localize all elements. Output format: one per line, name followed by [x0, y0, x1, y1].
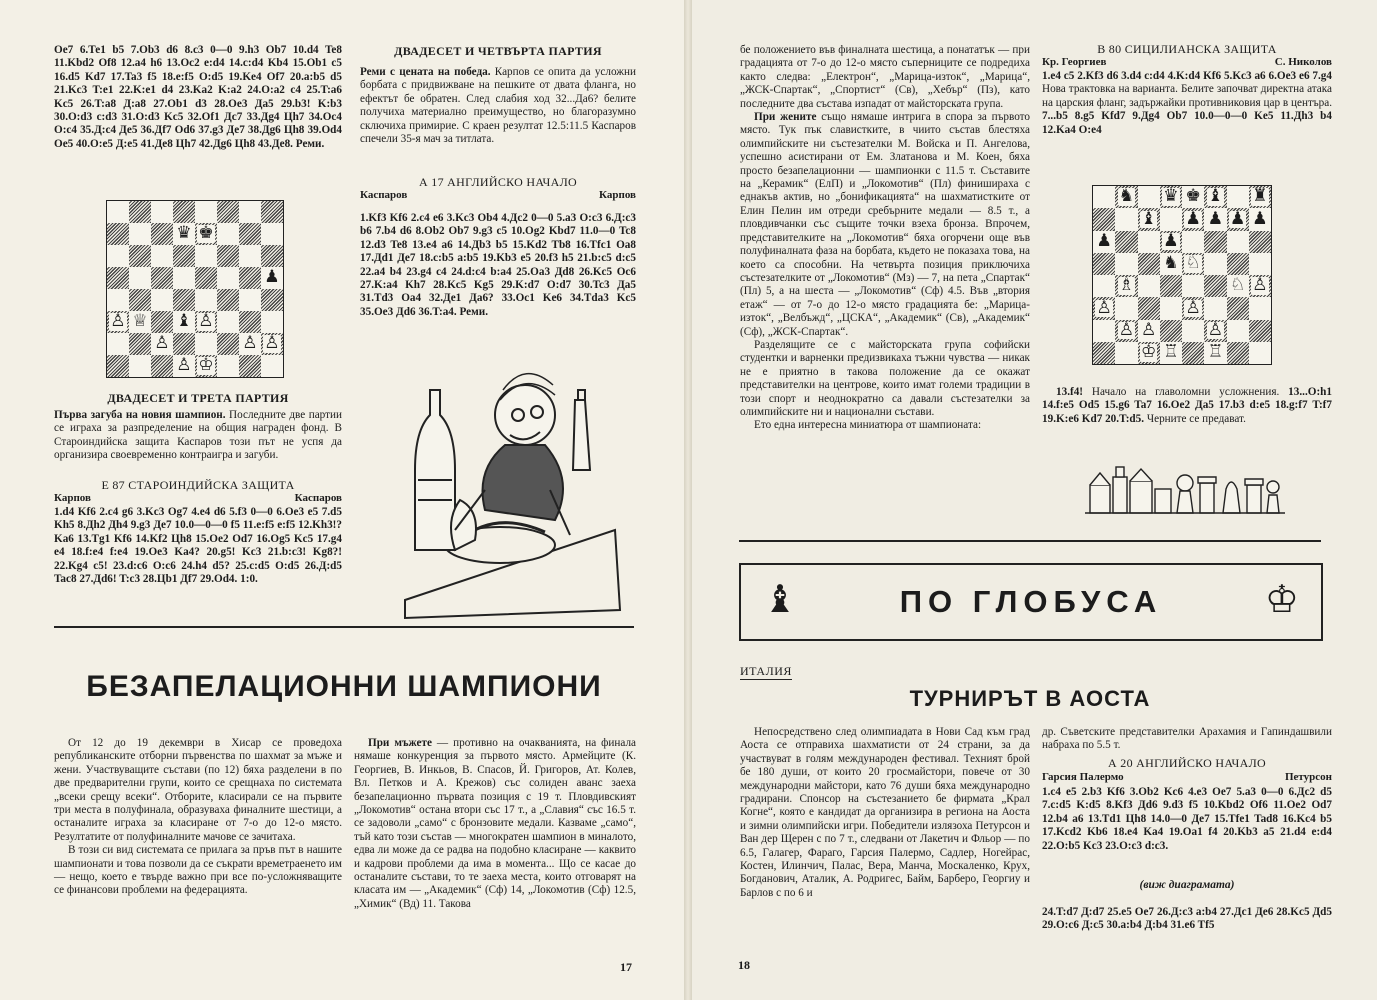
board-square	[239, 223, 261, 245]
aosta-column-1	[740, 726, 1030, 900]
white-pawn-icon: ♙	[1207, 319, 1224, 340]
board-square	[1115, 253, 1137, 275]
white-pawn-icon: ♙	[242, 333, 258, 354]
board-square	[1227, 208, 1249, 230]
game-23-players	[54, 492, 342, 504]
board-square	[261, 333, 283, 355]
board-square	[129, 223, 151, 245]
annotation: Начало на главоломни усложнения.	[1083, 386, 1289, 398]
black-bishop-icon: ♝	[1207, 186, 1224, 207]
board-square	[1227, 275, 1249, 297]
white-pawn-icon: ♙	[264, 333, 280, 354]
board-square	[129, 201, 151, 223]
board-square	[1227, 186, 1249, 208]
board-square	[173, 333, 195, 355]
board-square	[261, 267, 283, 289]
board-square	[261, 311, 283, 333]
white-knight-icon: ♘	[1229, 275, 1246, 296]
board-square	[1093, 231, 1115, 253]
board-square	[1093, 320, 1115, 342]
board-square	[1204, 275, 1226, 297]
aosta-column-2	[1042, 726, 1332, 753]
board-square	[1249, 253, 1271, 275]
board-square	[261, 223, 283, 245]
article-column-1	[54, 737, 342, 898]
board-square	[1093, 253, 1115, 275]
moves: 13.f4!	[1056, 386, 1084, 398]
board-square	[195, 311, 217, 333]
white-pawn-icon: ♙	[1252, 275, 1268, 296]
board-square	[195, 201, 217, 223]
board-square	[173, 267, 195, 289]
section-label: ИТАЛИЯ	[740, 664, 792, 678]
board-square	[1249, 275, 1271, 297]
black-pawn-icon: ♟	[1163, 230, 1179, 251]
black-pawn-icon: ♟	[1207, 208, 1224, 229]
paragraph: др. Съветските представителки Арахамия и Гапиндашвили набраха по 5.5 т.	[1042, 726, 1332, 752]
women-lead: При жените	[754, 111, 817, 124]
board-square	[1160, 297, 1182, 319]
board-square	[173, 311, 195, 333]
board-square	[1227, 231, 1249, 253]
game-24-intro	[360, 66, 636, 146]
board-square	[1249, 297, 1271, 319]
white-player: Карпов	[54, 492, 91, 504]
board-square	[1160, 253, 1182, 275]
black-queen-icon: ♛	[176, 223, 192, 244]
board-square	[1204, 186, 1226, 208]
board-square	[1160, 275, 1182, 297]
board-square	[1249, 186, 1271, 208]
board-square	[129, 333, 151, 355]
board-square	[129, 289, 151, 311]
black-knight-icon: ♞	[1163, 253, 1179, 274]
board-square	[217, 333, 239, 355]
moves: 13...O:h1 14.f:e5 Od5 15.g6 Ta7 16.Oe2 Дa5 17.b3 d:e5 18.g:f7 T:f7 19.K:e6 Kd7 20.T:d5.	[1042, 386, 1332, 425]
game-a20-moves-2: 24.T:d7 Д:d7 25.e5 Oe7 26.Д:c3 a:b4 27.Дc1 Дe6 28.Kc5 Дd5 29.O:c6 Д:c5 30.a:b4 Д:b4 31.e6 Tf5	[1042, 906, 1332, 932]
article-column-3	[740, 44, 1030, 433]
annotation: Нова трактовка на варианта. Белите започват директна атака на царския фланг, задържайки противниковия цар в центъра.	[1042, 83, 1332, 109]
board-square	[1138, 253, 1160, 275]
board-square	[239, 245, 261, 267]
white-pawn-icon: ♙	[154, 333, 170, 354]
board-square	[1160, 342, 1182, 364]
white-player: Каспаров	[360, 189, 408, 201]
board-square	[1182, 208, 1204, 230]
white-king-icon: ♔	[1140, 342, 1157, 363]
board-square	[151, 245, 173, 267]
board-square	[1115, 342, 1137, 364]
board-square	[239, 289, 261, 311]
board-square	[195, 223, 217, 245]
board-square	[217, 223, 239, 245]
chess-town-illustration	[1085, 455, 1285, 515]
article-column-2	[354, 737, 636, 911]
page-number-18: 18	[738, 958, 750, 972]
game-a20-opening: А 20 АНГЛИЙСКО НАЧАЛО	[1108, 756, 1266, 770]
game-b80-finish	[1042, 386, 1332, 426]
diagram-note: (виж диаграмата)	[1139, 879, 1235, 891]
board-square	[1182, 186, 1204, 208]
game-23-moves: 1.d4 Kf6 2.c4 g6 3.Kc3 Og7 4.e4 d6 5.f3 0—0 6.Oe3 e5 7.d5 Kh5 8.Дh2 Дh4 9.g3 Дe7 10.0—0—0 f5 11.e:f5 e:f5 12.Kh3!? Ka6 13.Tg1 Kf6 14.Kf2 Цh8 15.Oe2 Od7 16.Og5 Kc5 17.g4 e4 18.f:e4 f:e4 19.Oe3 Ka4? 20.g5! Kc3 21.b:c3! Kg8?! 22.Kg4 c5! 23.d:c6 O:c6 24.h4 d5? 25.c:d5 O:d5 26.Д:d5 Tac8 27.Дd6! T:c3 28.Цb1 Дf7 29.Od4. 1:0.	[54, 506, 342, 586]
board-square	[1093, 186, 1115, 208]
board-square	[1182, 253, 1204, 275]
board-square	[217, 311, 239, 333]
board-square	[107, 355, 129, 377]
board-square	[195, 267, 217, 289]
board-square	[239, 201, 261, 223]
chess-diagram-2	[1092, 185, 1272, 365]
game-b80-moves	[1042, 70, 1332, 137]
board-square	[151, 355, 173, 377]
black-pawn-icon: ♟	[1185, 208, 1201, 229]
board-square	[261, 289, 283, 311]
white-pawn-icon: ♙	[110, 311, 126, 332]
board-square	[1204, 208, 1226, 230]
board-square	[261, 245, 283, 267]
board-square	[1138, 320, 1160, 342]
black-pawn-icon: ♟	[1229, 208, 1246, 229]
black-queen-icon: ♛	[1163, 186, 1179, 207]
game-22-moves-continued: Ое7 6.Те1 b5 7.Ob3 d6 8.c3 0—0 9.h3 Ob7 10.d4 Te8 11.Kbd2 Of8 12.a4 h6 13.Oc2 e:d4 14.c:d4 Kb4 15.Ob1 c5 16.d5 Kd7 17.Ta3 f5 18.e:f5 O:d5 19.Ke4 Of7 20.a:b5 d5 21.Kc3 T:e1 22.K:e1 d4 23.Ka2 K:a2 24.O:a2 c4 25.T:a6 Kc5 26.T:a8 Д:a8 27.Ob1 d3 28.Oe3 Дa5 29.b3! K:b3 30.O:d3 c:d3 31.O:d3 Kc5 32.Of1 Дc7 33.Дg4 Цh7 34.Oc4 O:c4 35.Д:c4 Дe5 36.Дf7 Od6 37.g3 Дe7 38.Дg6 Цh8 39.Od4 Oe5 40.O:e5 Д:e5 41.Дe8 Цh7 42.Дg6 Цh8 43.Дe8. Реми.	[54, 44, 342, 150]
board-square	[107, 333, 129, 355]
board-square	[1115, 231, 1137, 253]
banner-title: ПО ГЛОБУСА	[899, 584, 1163, 619]
white-player: Кр. Георгиев	[1042, 56, 1107, 68]
board-square	[217, 245, 239, 267]
board-square	[1093, 208, 1115, 230]
board-square	[1160, 208, 1182, 230]
game-23-intro	[54, 409, 342, 463]
board-square	[1227, 297, 1249, 319]
white-bishop-icon: ♗	[1118, 275, 1135, 296]
paragraph: Разделящите се с майсторската група софийски студентки и варненки предизвикаха тъжни чувства — никак не е приятно в такова положение да се окажат представителки на центрове, които имат големи традиции в този спорт и неоднократно са давали състезателки за олимпийските ни и национални състави.	[740, 338, 1030, 418]
game-24-players	[360, 189, 636, 201]
board-square	[1227, 320, 1249, 342]
game-a20-moves: 1.c4 e5 2.b3 Kf6 3.Ob2 Kc6 4.e3 Oe7 5.a3 0—0 6.Дc2 d5 7.c:d5 K:d5 8.Kf3 Дd6 9.d3 f5 10.Kbd2 Of6 11.Oe2 Od7 12.b4 a6 13.Td1 Цh8 14.0—0 Дe7 15.Tfe1 Tad8 16.Kc4 b5 17.Kcd2 Kb6 18.e4 Ka4 19.Oa1 f4 20.Kb3 a5 21.d4 e:d4 22.O:b5 Kc3 23.O:c3 d:c3.	[1042, 786, 1332, 852]
board-square	[151, 223, 173, 245]
game-23-lead: Първа загуба на новия шампион.	[54, 409, 226, 421]
board-square	[1204, 342, 1226, 364]
game-24-opening: А 17 АНГЛИЙСКО НАЧАЛО	[419, 175, 577, 189]
board-square	[1182, 297, 1204, 319]
white-queen-icon: ♕	[132, 311, 148, 332]
moves: 1.e4 c5 2.Kf3 d6 3.d4 c:d4 4.K:d4 Kf6 5.Kc3 a6 6.Oe3 e6 7.g4	[1042, 70, 1332, 82]
men-lead: При мъжете	[368, 737, 432, 749]
board-square	[1249, 342, 1271, 364]
game-b80-opening: В 80 СИЦИЛИАНСКА ЗАЩИТА	[1097, 42, 1277, 56]
black-pawn-icon: ♟	[1096, 230, 1112, 251]
white-pawn-icon: ♙	[176, 355, 192, 376]
game-23-opening: Е 87 СТАРОИНДИЙСКА ЗАЩИТА	[101, 478, 295, 492]
black-pawn-icon: ♟	[1252, 208, 1268, 229]
black-bishop-icon: ♝	[176, 311, 192, 332]
chess-diagram-1	[106, 200, 284, 378]
paragraph: бе положението във финалната шестица, а понататък — при градацията от 7-о до 12-о място съперниците се подредиха както следва: „Електрон“, „Марица-изток“, „Марица“, „ЖСК-Спартак“, „Спортист“ (Св), „Хебър“ (Пз), като последните два състава изпадат от майсторската група.	[740, 44, 1030, 110]
board-square	[1204, 253, 1226, 275]
board-square	[1115, 297, 1137, 319]
game-b80-players	[1042, 56, 1332, 68]
board-square	[173, 201, 195, 223]
board-square	[107, 245, 129, 267]
black-king-icon: ♚	[1185, 186, 1201, 207]
paragraph: Ето една интересна миниатюра от шампионата:	[754, 419, 982, 432]
black-player: Каспаров	[294, 492, 342, 504]
cartoon-illustration	[385, 360, 635, 620]
black-knight-icon: ♞	[1118, 186, 1135, 207]
white-pawn-icon: ♙	[1140, 319, 1157, 340]
board-square	[1138, 342, 1160, 364]
board-square	[1249, 231, 1271, 253]
men-text: — противно на очакванията, на финала нямаше конкуренция за първото място. Армейците (К. Георгиев, В. Инкьов, В. Спасов, Й. Григоров, Ат. Колев, Вл. Петков и А. Крежов) със солиден аванс заеха безапелационно първата позиция с 19 т. Пловдивският „Локомотив“ остана втори със 17 т., а „Славия“ със 16.5 т. се задоволи „само“ с бронзовите медали. Казваме „само“, тъй като този състав — многократен шампион в миналото, едва ли може да се радва на подобно класиране — каквито и кадрови проблеми да има в момента... Що се касае до останалите състави, то те заеха места, които отговарят на класата им — „Академик“ (Сф) 14, „Локомотив (Сф) 12.5, „Химик“ (Вд) 11. Такова	[354, 737, 636, 910]
white-pawn-icon: ♙	[1096, 297, 1112, 318]
paragraph: Непосредствено след олимпиадата в Нови Сад към град Аоста се отправиха шахматисти от 24 страни, за да участвуват в голям международен фестивал. Техният брой бе 180 души, от които 20 гросмайстори, повече от 30 международни майстори, като 76 души бяха международно градирани. Спонсор на състезанието бе фирмата „Крал Когне“, която е кандидат да организира в региона на Аоста и зимни олимпийски игри. Победители излязоха Петурсон и Ван дер Щерен с по 7 т., следвани от Лакетич и Фльор — по 6.5, Галагер, Фараго, Гарсия Палермо, Садлер, Ногейрас, Костен, Илинчич, Палас, Вера, Манча, Москаленко, Крух, Богданович, Аталик, А. Родригес, Байм, Барберо, Георгиу и Барлов с по 6 и	[740, 726, 1030, 899]
board-square	[107, 201, 129, 223]
board-square	[1182, 320, 1204, 342]
page-gutter	[684, 0, 692, 1000]
board-square	[107, 289, 129, 311]
board-square	[1249, 208, 1271, 230]
board-square	[129, 245, 151, 267]
black-player: Карпов	[599, 189, 636, 201]
board-square	[1182, 275, 1204, 297]
board-square	[1204, 231, 1226, 253]
bishop-icon: ♝	[763, 577, 798, 621]
white-rook-icon: ♖	[1163, 342, 1179, 363]
board-square	[239, 355, 261, 377]
board-square	[1160, 186, 1182, 208]
board-square	[1138, 297, 1160, 319]
white-player: Гарсия Палермо	[1042, 771, 1124, 783]
board-square	[1115, 320, 1137, 342]
board-square	[1115, 186, 1137, 208]
board-square	[1204, 320, 1226, 342]
board-square	[1138, 186, 1160, 208]
globe-banner	[739, 563, 1323, 641]
board-square	[129, 311, 151, 333]
board-square	[1160, 231, 1182, 253]
black-player: Петурсон	[1284, 771, 1332, 783]
section-rule	[739, 540, 1321, 542]
board-square	[1093, 297, 1115, 319]
aosta-title: ТУРНИРЪТ В АОСТА	[909, 686, 1151, 711]
board-square	[1093, 275, 1115, 297]
board-square	[173, 355, 195, 377]
board-square	[261, 355, 283, 377]
game-24-title: ДВАДЕСЕТ И ЧЕТВЪРТА ПАРТИЯ	[394, 44, 602, 58]
game-a20-players	[1042, 771, 1332, 783]
board-square	[107, 311, 129, 333]
board-square	[129, 355, 151, 377]
board-square	[1138, 231, 1160, 253]
white-rook-icon: ♖	[1207, 342, 1224, 363]
board-square	[173, 289, 195, 311]
board-square	[151, 311, 173, 333]
game-23-title: ДВАДЕСЕТ И ТРЕТА ПАРТИЯ	[107, 391, 289, 405]
board-square	[151, 201, 173, 223]
article-title: БЕЗАПЕЛАЦИОННИ ШАМПИОНИ	[86, 670, 602, 703]
board-square	[1182, 231, 1204, 253]
board-square	[151, 289, 173, 311]
page-number-17: 17	[620, 960, 632, 974]
board-square	[195, 355, 217, 377]
board-square	[217, 289, 239, 311]
white-pawn-icon: ♙	[1185, 297, 1201, 318]
board-square	[1138, 208, 1160, 230]
board-square	[1227, 342, 1249, 364]
king-icon: ♔	[1264, 577, 1299, 621]
section-rule	[54, 626, 634, 628]
board-square	[173, 223, 195, 245]
board-square	[1115, 208, 1137, 230]
black-bishop-icon: ♝	[1140, 208, 1157, 229]
game-23-text: Последните две партии се играха за разпределение на общия награден фонд. В Староиндийска защита Каспаров този път не успя да организира своевременно контраигра и загуби.	[54, 409, 342, 462]
board-square	[151, 267, 173, 289]
board-square	[1138, 275, 1160, 297]
game-24-lead: Реми с цената на победа.	[360, 66, 491, 78]
board-square	[217, 201, 239, 223]
black-rook-icon: ♜	[1252, 186, 1268, 207]
moves: 7...b5 8.g5 Kfd7 9.Дg4 Ob7 10.0—0—0 Ke5 11.Дh3 b4 12.Ka4 O:e4	[1042, 110, 1332, 136]
board-square	[173, 245, 195, 267]
black-pawn-icon: ♟	[264, 267, 280, 288]
board-square	[1115, 275, 1137, 297]
board-square	[239, 311, 261, 333]
board-square	[1227, 253, 1249, 275]
paragraph: В този си вид системата се прилага за пръв път в нашите шампионати и това позволи да се съкрати времетраенето им — нещо, което е твърде важно при все по-усложняващите се финансови проблеми на федерацията.	[54, 844, 342, 897]
board-square	[151, 333, 173, 355]
board-square	[217, 267, 239, 289]
black-player: С. Николов	[1274, 56, 1332, 68]
board-square	[195, 289, 217, 311]
annotation: Черните се предават.	[1144, 412, 1246, 425]
white-king-icon: ♔	[198, 355, 214, 376]
board-square	[129, 267, 151, 289]
board-square	[195, 245, 217, 267]
board-square	[107, 267, 129, 289]
board-square	[1160, 320, 1182, 342]
white-pawn-icon: ♙	[1118, 319, 1135, 340]
board-square	[1093, 342, 1115, 364]
board-square	[261, 201, 283, 223]
board-square	[195, 333, 217, 355]
game-24-text: Карпов се опита да усложни борбата с придвижване на пешките от двата фланга, но ефектът бе обратен. След слабия ход 32...Дa6? белите получиха материално преимущество, но благоразумно сключиха примирие. С краен резултат 12.5:11.5 Каспаров спечели 35-я мач за титлата.	[360, 66, 636, 146]
board-square	[1204, 297, 1226, 319]
black-king-icon: ♚	[198, 223, 214, 244]
board-square	[239, 333, 261, 355]
board-square	[217, 355, 239, 377]
board-square	[1249, 320, 1271, 342]
white-knight-icon: ♘	[1185, 253, 1201, 274]
board-square	[107, 223, 129, 245]
women-text: също нямаше интрига в спора за първото място. Тук пък славистките, в чиито състав блестяха олимпийските ни състезателки М. Войска и П. Ангелова, успешно асистирани от Ем. Златанова и М. Коен, бяха просто безапелационни — шампионки с 11.5 т. Съставите на „Керамик“ (ЕлП) и „Локомотив“ (Пл) финишираха с еднакъв актив, но „бонификацията“ на шахматистките от Елин Пелин им отреди сребърните медали — 8.5 т., а пловдивчанки със същите точки взеха бронза. Впрочем, представителките на „Локомотив“ бяха огорчени още във полуфиналната фаза на борбата, където не показаха това, на което са способни. На четвърта позиция приключиха състезателките от „Локомотив“ (Мз) — 7, на пета „Спартак“ (Пл) 5, а на шеста — „Локомотив“ (Сф) 4.5. Във „втория етаж“ — от 7-о до 12-о място градацията бе: „Марица-изток“, „Велбъжд“, „ЦСКА“, „Академик“ (Св), „Академик“ (Сф), „ЖСК-Спартак“.	[740, 111, 1031, 338]
game-24-moves: 1.Kf3 Kf6 2.c4 e6 3.Kc3 Ob4 4.Дc2 0—0 5.a3 O:c3 6.Д:c3 b6 7.b4 d6 8.Ob2 Ob7 9.g3 c5 10.Og2 Kbd7 11.0—0 Tc8 12.d3 Te8 13.e4 a6 14.Дb3 b5 15.Kd2 Tb8 16.Tfc1 Oa8 17.Дd1 Дe7 18.c:b5 a:b5 19.Kb3 e5 20.f3 h5 21.b:c5 d:c5 22.a4 b4 23.g4 c4 24.d:c4 b:a4 25.Oa3 Дd8 26.Kc5 Oc6 27.K:a4 Kh7 28.Kc5 Kg5 29.K:d7 O:d7 30.Tc3 Дa5 31.Td3 Oa4 32.Дe1 Дa6? 33.Oc1 Ke6 34.Tda3 Kc5 35.Oe3 Дd6 36.T:a4. Реми.	[360, 212, 636, 318]
paragraph: От 12 до 19 декември в Хисар се проведоха републиканските отборни първенства по шахмат за мъже и жени. Участвуващите състави (по 12) бяха разделени в по две предварителни групи, които се срещнаха по системата „всеки срещу всеки“. Отборите, класирали се на първите три места в полуфинала, образуваха финалните шестици, а останалите играха за класиране от 7-о до 12-о място. Резултатите от полуфиналните мачове се зачитаха.	[54, 737, 342, 843]
white-pawn-icon: ♙	[198, 311, 214, 332]
board-square	[1182, 342, 1204, 364]
board-square	[239, 267, 261, 289]
